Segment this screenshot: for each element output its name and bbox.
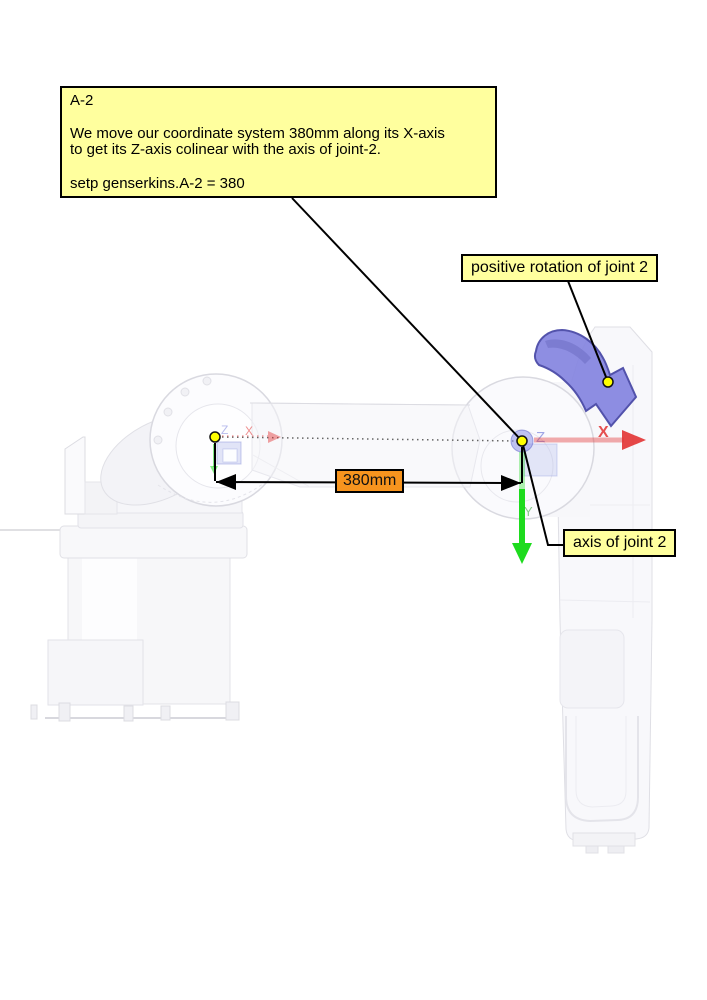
base-connector-box: [48, 640, 143, 705]
joint2-x-label: X: [598, 424, 609, 441]
annotation-command: setp genserkins.A-2 = 380: [70, 175, 245, 192]
arm-foot-tab-2: [608, 846, 624, 853]
joint1-plane-square-inner: [223, 449, 237, 462]
joint1-z-label: Z: [221, 423, 229, 437]
origin-marker-joint1: [210, 432, 220, 442]
callout-marker-rotation: [603, 377, 613, 387]
origin-marker-joint2: [517, 436, 527, 446]
base-flange: [60, 526, 247, 558]
arm-pocket: [560, 630, 624, 708]
label-positive-rotation: positive rotation of joint 2: [461, 254, 658, 282]
annotation-box: [60, 86, 497, 198]
label-axis-of-joint2: axis of joint 2: [563, 529, 676, 557]
shoulder-fin: [65, 437, 85, 514]
arm-foot-tab-1: [586, 846, 598, 853]
joint1-x-label: X: [245, 424, 254, 438]
annotation-title: A-2: [70, 92, 94, 109]
dimension-label: 380mm: [335, 469, 404, 493]
arm-foot: [573, 833, 635, 846]
annotation-body-line1: We move our coordinate system 380mm along its X-axis: [70, 125, 445, 142]
annotation-body: [70, 126, 487, 158]
robot-render: [0, 327, 652, 853]
joint2-y-label: Y: [524, 504, 533, 519]
joint2-y-axis-arrowhead: [512, 543, 532, 564]
annotation-body-line2: to get its Z-axis colinear with the axis of joint-2.: [70, 141, 381, 158]
joint2-z-label: Z: [536, 429, 546, 446]
